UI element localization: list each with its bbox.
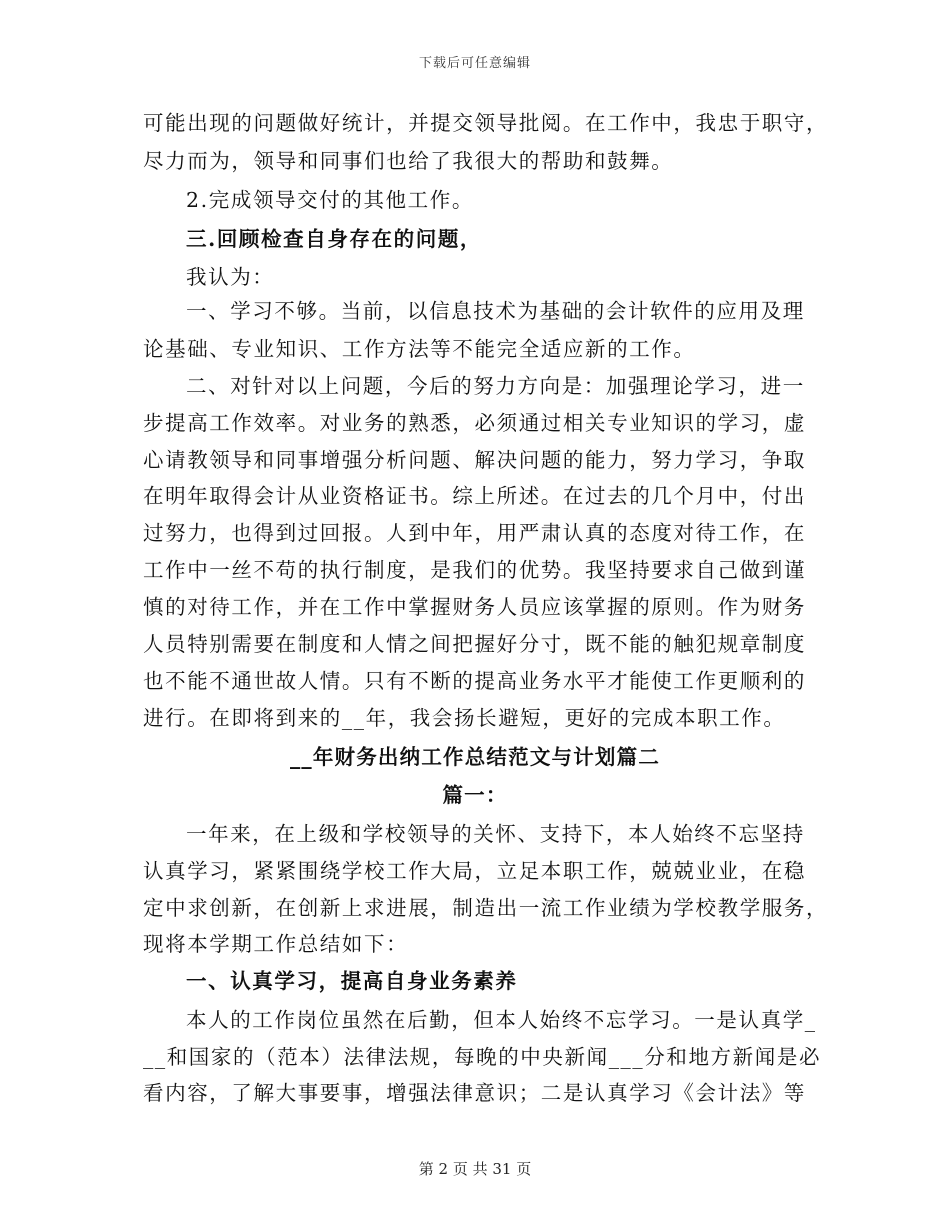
body-text-line: __和国家的（范本）法律法规，每晚的中央新闻___分和地方新闻是必: [143, 1045, 822, 1069]
body-text-line: 工作中一丝不苟的执行制度，是我们的优势。我坚持要求自己做到谨: [143, 558, 806, 582]
list-item-text: 2.完成领导交付的其他工作。: [186, 188, 474, 212]
document-title: __年财务出纳工作总结范文与计划篇二: [289, 745, 661, 769]
body-text-line: 在明年取得会计从业资格证书。综上所述。在过去的几个月中，付出: [143, 484, 806, 508]
body-text-line: 认真学习，紧紧围绕学校工作大局，立足本职工作，兢兢业业，在稳: [143, 859, 806, 883]
body-text-line: 尽力而为，领导和同事们也给了我很大的帮助和鼓舞。: [143, 149, 674, 173]
body-text-line: 看内容，了解大事要事，增强法律意识；二是认真学习《会计法》等: [143, 1081, 806, 1105]
body-text-line: 心请教领导和同事增强分析问题、解决问题的能力，努力学习，争取: [143, 448, 806, 472]
body-text-line: 进行。在即将到来的__年，我会扬长避短，更好的完成本职工作。: [143, 706, 786, 730]
chapter-heading: 篇一：: [442, 783, 508, 807]
body-text-line: 一年来，在上级和学校领导的关怀、支持下，本人始终不忘坚持: [186, 822, 805, 846]
body-text-line: 慎的对待工作，并在工作中掌握财务人员应该掌握的原则。作为财务: [143, 595, 806, 619]
body-text-line: 论基础、专业知识、工作方法等不能完全适应新的工作。: [143, 337, 696, 361]
body-text-line: 步提高工作效率。对业务的熟悉，必须通过相关专业知识的学习，虚: [143, 411, 806, 435]
body-text-line: 我认为：: [186, 265, 275, 289]
body-text-line: 现将本学期工作总结如下：: [143, 932, 409, 956]
body-text-line: 二、对针对以上问题，今后的努力方向是：加强理论学习，进一: [186, 374, 805, 398]
section-heading: 一、认真学习，提高自身业务素养: [186, 969, 518, 993]
body-text-line: 本人的工作岗位虽然在后勤，但本人始终不忘学习。一是认真学_: [186, 1008, 817, 1032]
body-text-line: 定中求创新，在创新上求进展，制造出一流工作业绩为学校教学服务，: [143, 896, 829, 920]
body-text-line: 也不能不通世故人情。只有不断的提高业务水平才能使工作更顺利的: [143, 669, 806, 693]
page-header: 下载后可任意编辑: [418, 56, 531, 71]
body-text-line: 可能出现的问题做好统计，并提交领导批阅。在工作中，我忠于职守，: [143, 111, 829, 135]
body-text-line: 一、学习不够。当前，以信息技术为基础的会计软件的应用及理: [186, 299, 805, 323]
page-footer: 第 2 页 共 31 页: [418, 1160, 532, 1178]
body-text-line: 人员特别需要在制度和人情之间把握好分寸，既不能的触犯规章制度: [143, 632, 806, 656]
body-text-line: 过努力，也得到过回报。人到中年，用严肃认真的态度对待工作，在: [143, 521, 806, 545]
section-heading: 三.回顾检查自身存在的问题，: [186, 227, 483, 251]
